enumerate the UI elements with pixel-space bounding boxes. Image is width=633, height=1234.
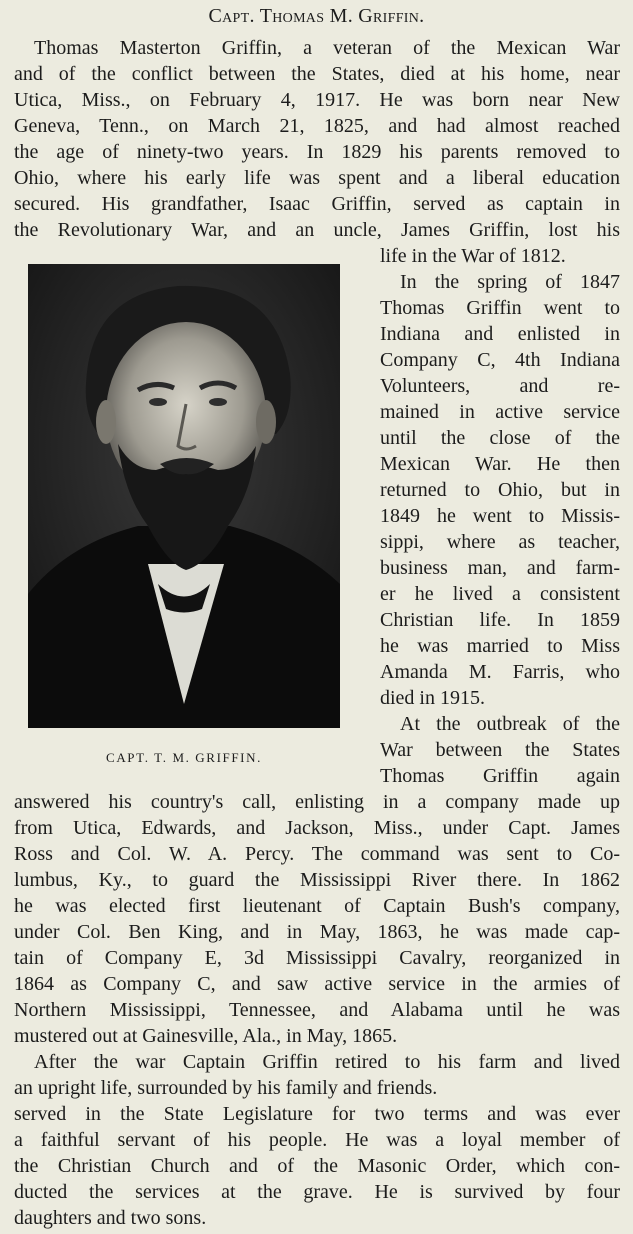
text-line: he was elected first lieutenant of Captain Bush's company,	[14, 895, 620, 917]
text-line: the Christian Church and of the Masonic Order, which con-	[14, 1155, 620, 1177]
text-line: returned to Ohio, but in	[380, 479, 620, 501]
text-line: Thomas Griffin went to	[380, 297, 620, 319]
text-line: tain of Company E, 3d Mississippi Cavalry, reorganized in	[14, 947, 620, 969]
text-line: After the war Captain Griffin retired to his farm and lived	[34, 1051, 620, 1073]
text-line: Company C, 4th Indiana	[380, 349, 620, 371]
text-line: business man, and farm-	[380, 557, 620, 579]
text-line: Indiana and enlisted in	[380, 323, 620, 345]
text-line: Amanda M. Farris, who	[380, 661, 620, 683]
text-line: Utica, Miss., on February 4, 1917. He was born near New	[14, 89, 620, 111]
text-line: a faithful servant of his people. He was a loyal member of	[14, 1129, 620, 1151]
text-line: he was married to Miss	[380, 635, 620, 657]
text-line: Thomas Masterton Griffin, a veteran of the Mexican War	[34, 37, 620, 59]
portrait-photo	[28, 264, 340, 728]
text-line: sippi, where as teacher,	[380, 531, 620, 553]
text-line: mustered out at Gainesville, Ala., in May, 1865.	[14, 1025, 398, 1047]
text-line: Christian life. In 1859	[380, 609, 620, 631]
text-line: answered his country's call, enlisting in a company made up	[14, 791, 620, 813]
text-line: Geneva, Tenn., on March 21, 1825, and had almost reached	[14, 115, 620, 137]
text-line: lumbus, Ky., to guard the Mississippi River there. In 1862	[14, 869, 620, 891]
text-line: under Col. Ben King, and in May, 1863, he was made cap-	[14, 921, 620, 943]
text-line: Northern Mississippi, Tennessee, and Alabama until he was	[14, 999, 620, 1021]
text-line: died in 1915.	[380, 687, 485, 709]
text-line: until the close of the	[380, 427, 620, 449]
text-line: from Utica, Edwards, and Jackson, Miss., under Capt. James	[14, 817, 620, 839]
portrait-image	[28, 264, 340, 728]
text-line: and of the conflict between the States, died at his home, near	[14, 63, 620, 85]
text-line: 1849 he went to Missis-	[380, 505, 620, 527]
text-line: ducted the services at the grave. He is survived by four	[14, 1181, 620, 1203]
text-line: At the outbreak of the	[400, 713, 620, 735]
text-line: er he lived a consistent	[380, 583, 620, 605]
text-line: served in the State Legislature for two terms and was ever	[14, 1103, 620, 1125]
text-line: Mexican War. He then	[380, 453, 620, 475]
text-line: 1864 as Company C, and saw active service in the armies of	[14, 973, 620, 995]
article-title: Capt. Thomas M. Griffin.	[208, 5, 425, 27]
text-line: secured. His grandfather, Isaac Griffin, served as captain in	[14, 193, 620, 215]
text-line: Ohio, where his early life was spent and a liberal education	[14, 167, 620, 189]
text-line: War between the States	[380, 739, 620, 761]
text-line: In the spring of 1847	[400, 271, 620, 293]
text-line: Volunteers, and re-	[380, 375, 620, 397]
photo-caption: CAPT. T. M. GRIFFIN.	[106, 750, 262, 765]
text-line: life in the War of 1812.	[380, 245, 566, 267]
text-line: mained in active service	[380, 401, 620, 423]
text-line: Thomas Griffin again	[380, 765, 620, 787]
text-line: daughters and two sons.	[14, 1207, 207, 1229]
text-line: Ross and Col. W. A. Percy. The command was sent to Co-	[14, 843, 620, 865]
text-line: an upright life, surrounded by his family and friends.	[14, 1077, 438, 1099]
text-line: the Revolutionary War, and an uncle, James Griffin, lost his	[14, 219, 620, 241]
text-line: the age of ninety-two years. In 1829 his parents removed to	[14, 141, 620, 163]
